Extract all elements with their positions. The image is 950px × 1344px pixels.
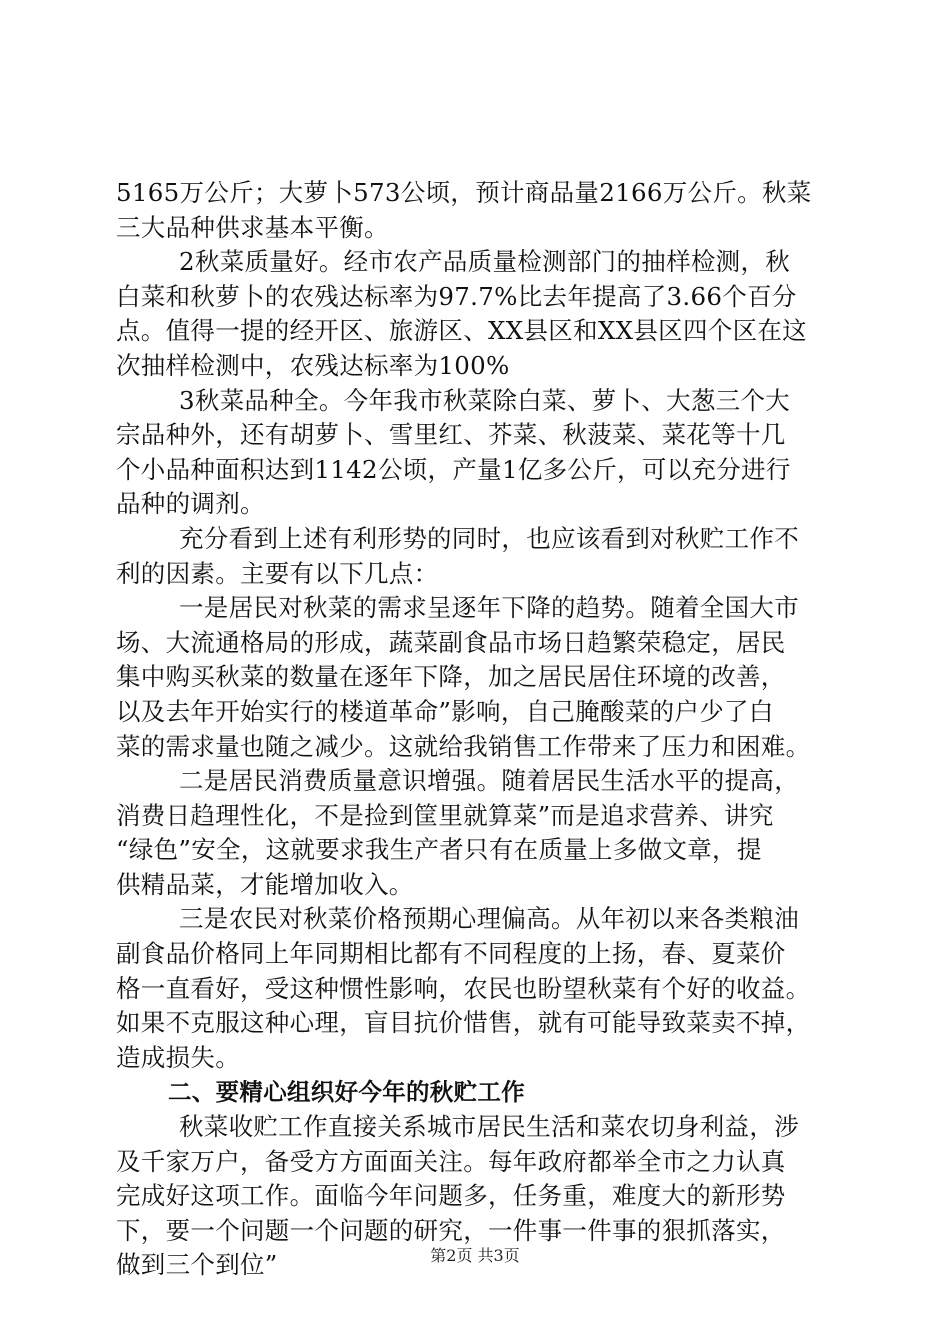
document-body: [116, 176, 834, 1283]
paragraph-line: 二是居民消费质量意识增强。随着居民生活水平的提高，: [179, 766, 799, 796]
paragraph-line: 集中购买秋菜的数量在逐年下降，加之居民居住环境的改善，: [116, 662, 786, 692]
paragraph-line: 及千家万户，备受方方面面关注。每年政府都举全市之力认真: [116, 1146, 786, 1176]
paragraph-line: 个小品种面积达到1142公顷，产量1亿多公斤，可以充分进行: [116, 454, 791, 484]
paragraph-line: 点。值得一提的经开区、旅游区、XX县区和XX县区四个区在这: [116, 316, 807, 346]
paragraph-line: 3秋菜品种全。今年我市秋菜除白菜、萝卜、大葱三个大: [179, 385, 791, 415]
paragraph-line: 秋菜收贮工作直接关系城市居民生活和菜农切身利益，涉: [179, 1112, 799, 1142]
paragraph-line: 充分看到上述有利形势的同时，也应该看到对秋贮工作不: [179, 523, 799, 553]
paragraph-line: 格一直看好，受这种惯性影响，农民也盼望秋菜有个好的收益。: [116, 973, 811, 1003]
paragraph-line: 以及去年开始实行的楼道革命”影响，自己腌酸菜的户少了白: [116, 696, 774, 726]
paragraph-line: 下，要一个问题一个问题的研究，一件事一件事的狠抓落实，: [116, 1215, 786, 1245]
paragraph-line: 品种的调剂。: [116, 489, 265, 519]
paragraph-line: 一是居民对秋菜的需求呈逐年下降的趋势。随着全国大市: [179, 593, 799, 623]
paragraph-line: 完成好这项工作。面临今年问题多，任务重，难度大的新形势: [116, 1181, 786, 1211]
paragraph-line: “绿色”安全，这就要求我生产者只有在质量上多做文章，提: [116, 835, 762, 865]
paragraph-line: 利的因素。主要有以下几点：: [116, 558, 439, 588]
paragraph-line: 造成损失。: [116, 1042, 240, 1072]
paragraph-line: 三大品种供求基本平衡。: [116, 212, 389, 242]
paragraph-line: 三是农民对秋菜价格预期心理偏高。从年初以来各类粮油: [179, 904, 799, 934]
paragraph-line: 2秋菜质量好。经市农产品质量检测部门的抽样检测，秋: [179, 247, 791, 277]
paragraph-line: 消费日趋理性化，不是捡到筐里就算菜”而是追求营养、讲究: [116, 800, 774, 830]
page-footer: 第2页 共3页: [430, 1246, 520, 1265]
paragraph-line: 做到三个到位”: [116, 1250, 278, 1280]
paragraph-line: 供精品菜，才能增加收入。: [116, 869, 414, 899]
paragraph-line: 次抽样检测中，农残达标率为100%: [116, 350, 510, 380]
section-heading: 二、要精心组织好今年的秋贮工作: [168, 1078, 525, 1107]
paragraph-line: 5165万公斤；大萝卜573公顷，预计商品量2166万公斤。秋菜: [116, 178, 812, 207]
paragraph-line: 场、大流通格局的形成，蔬菜副食品市场日趋繁荣稳定，居民: [116, 627, 786, 657]
paragraph-line: 宗品种外，还有胡萝卜、雪里红、芥菜、秋菠菜、菜花等十几: [116, 420, 786, 450]
paragraph-line: 如果不克服这种心理，盲目抗价惜售，就有可能导致菜卖不掉，: [116, 1008, 811, 1038]
paragraph-line: 副食品价格同上年同期相比都有不同程度的上扬，春、夏菜价: [116, 939, 786, 969]
paragraph-line: 白菜和秋萝卜的农残达标率为97.7%比去年提高了3.66个百分: [116, 281, 797, 311]
paragraph-line: 菜的需求量也随之减少。这就给我销售工作带来了压力和困难。: [116, 731, 811, 761]
